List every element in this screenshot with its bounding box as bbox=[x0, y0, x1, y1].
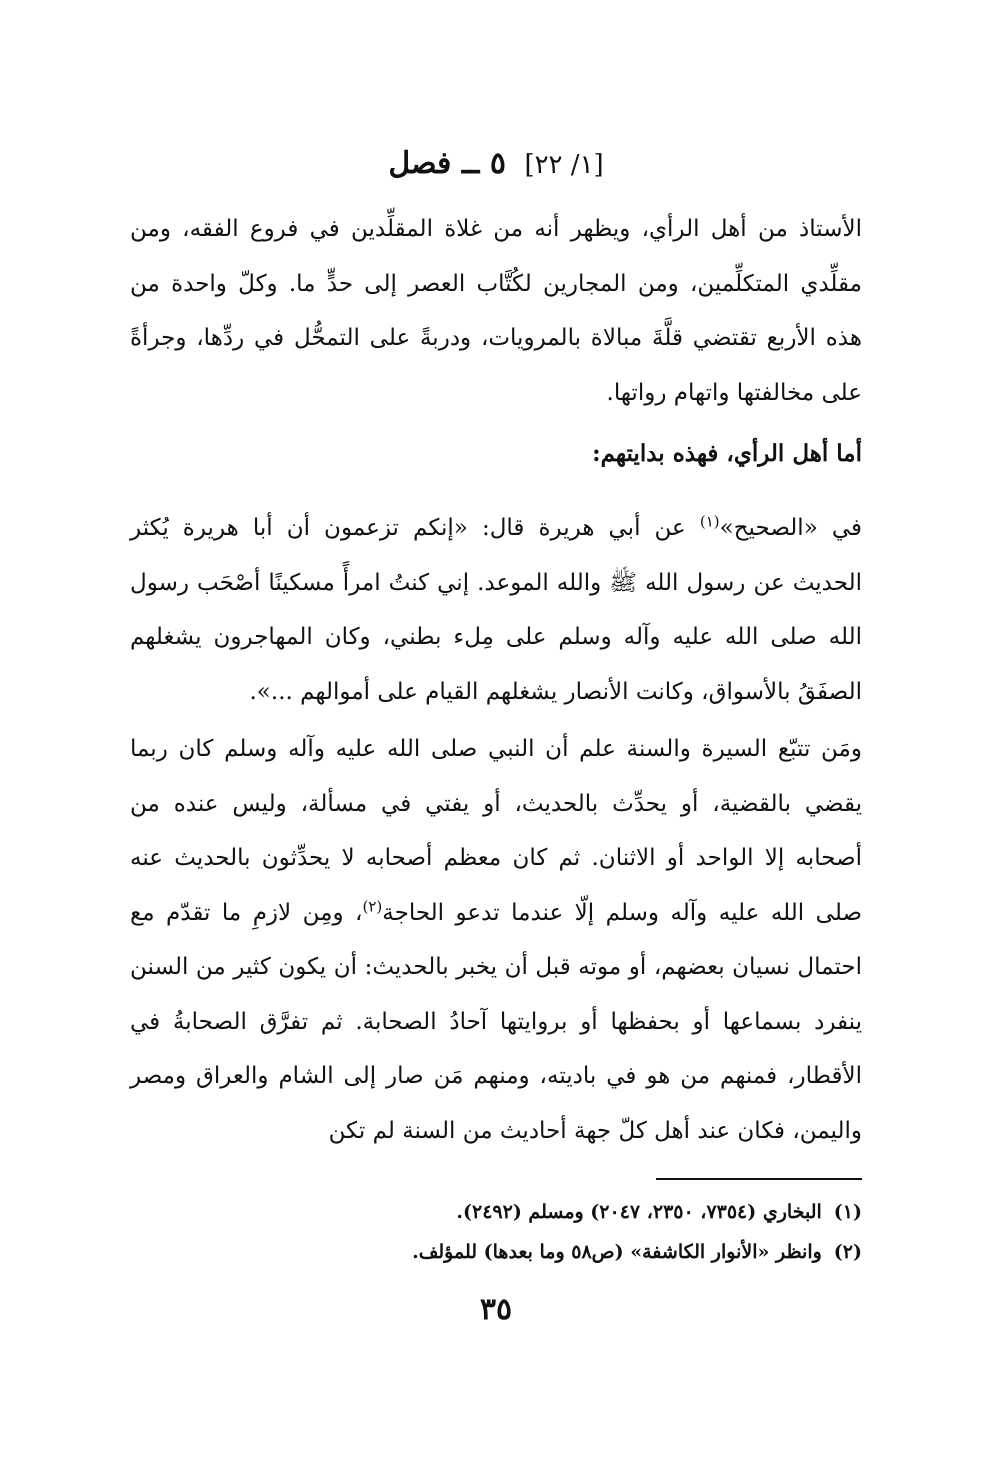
footnote-1-text: البخاري (٧٣٥٤، ٢٣٥٠، ٢٠٤٧) ومسلم (٢٤٩٢). bbox=[456, 1201, 822, 1223]
footnote-marker-1: (١) bbox=[699, 512, 720, 531]
section-heading bbox=[0, 142, 992, 187]
paragraph-intro: الأستاذ من أهل الرأي، ويظهر أنه من غلاة المقلِّدين في فروع الفقه، ومن مقلِّدي المتكلِّمين، ومن المجارين لكُتَّاب العصر إلى حدٍّ ما. وكلّ واحدة من هذه الأربع تقتضي قلَّةَ مبالاة بالمرويات، ودربةً على التمحُّل في ردِّها، وجرأةً على مخالفتها واتهام رواتها. bbox=[130, 216, 862, 406]
paragraph-sunnah-rest: ، ومِن لازمِ ما تقدّم مع احتمال نسيان بعضهم، أو موته قبل أن يخبر بالحديث: أن يكون كثير من السنن ينفرد بسماعها أو بحفظها أو بروايتها آحادُ الصحابة. ثم تفرَّق الصحابةُ في الأقطار، فمنهم من هو في باديته، ومنهم مَن صار إلى الشام والعراق ومصر واليمن، فكان عند أهل كلّ جهة أحاديث من السنة لم تكن bbox=[130, 899, 862, 1144]
footnote-1 bbox=[130, 1192, 862, 1232]
paragraph-sunnah bbox=[130, 722, 862, 1158]
section-reference: [١/ ٢٢] bbox=[524, 150, 604, 180]
footnote-marker-2: (٢) bbox=[362, 896, 383, 915]
paragraph-sunnah-start: ومَن تتبّع السيرة والسنة علم أن النبي صلى الله عليه وآله وسلم كان ربما يقضي بالقضية، أو يحدِّث بالحديث، أو يفتي في مسألة، وليس عنده من أصحابه إلا الواحد أو الاثنان. ثم كان معظم أصحابه لا يحدِّثون بالحديث عنه صلى الله عليه وآله وسلم إلّا عندما تدعو الحاجة bbox=[130, 736, 862, 926]
footnote-divider bbox=[656, 1178, 862, 1180]
footnote-2 bbox=[130, 1232, 862, 1272]
paragraph-subheading: أما أهل الرأي، فهذه بدايتهم: bbox=[592, 440, 862, 467]
footnote-2-text: وانظر «الأنوار الكاشفة» (ص٥٨ وما بعدها) للمؤلف. bbox=[412, 1241, 822, 1263]
section-title: ٥ ــ فصل bbox=[388, 146, 506, 181]
page-number: ٣٥ bbox=[479, 1292, 513, 1327]
footnote-2-number: (٢) bbox=[833, 1241, 862, 1263]
paragraph-hadith-rest: عن أبي هريرة قال: «إنكم تزعمون أن أبا هريرة يُكثر الحديث عن رسول الله ﷺ والله الموعد. إني كنتُ امرأً مسكينًا أصْحَب رسول الله صلى الله عليه وآله وسلم على مِلء بطني، وكان المهاجرون يشغلهم الصفَقُ بالأسواق، وكانت الأنصار يشغلهم القيام على أموالهم ...». bbox=[130, 515, 862, 705]
paragraph-hadith-start: في «الصحيح» bbox=[719, 515, 862, 541]
paragraph-hadith bbox=[130, 501, 862, 719]
footnotes bbox=[130, 1192, 862, 1272]
footnote-1-number: (١) bbox=[833, 1201, 862, 1223]
